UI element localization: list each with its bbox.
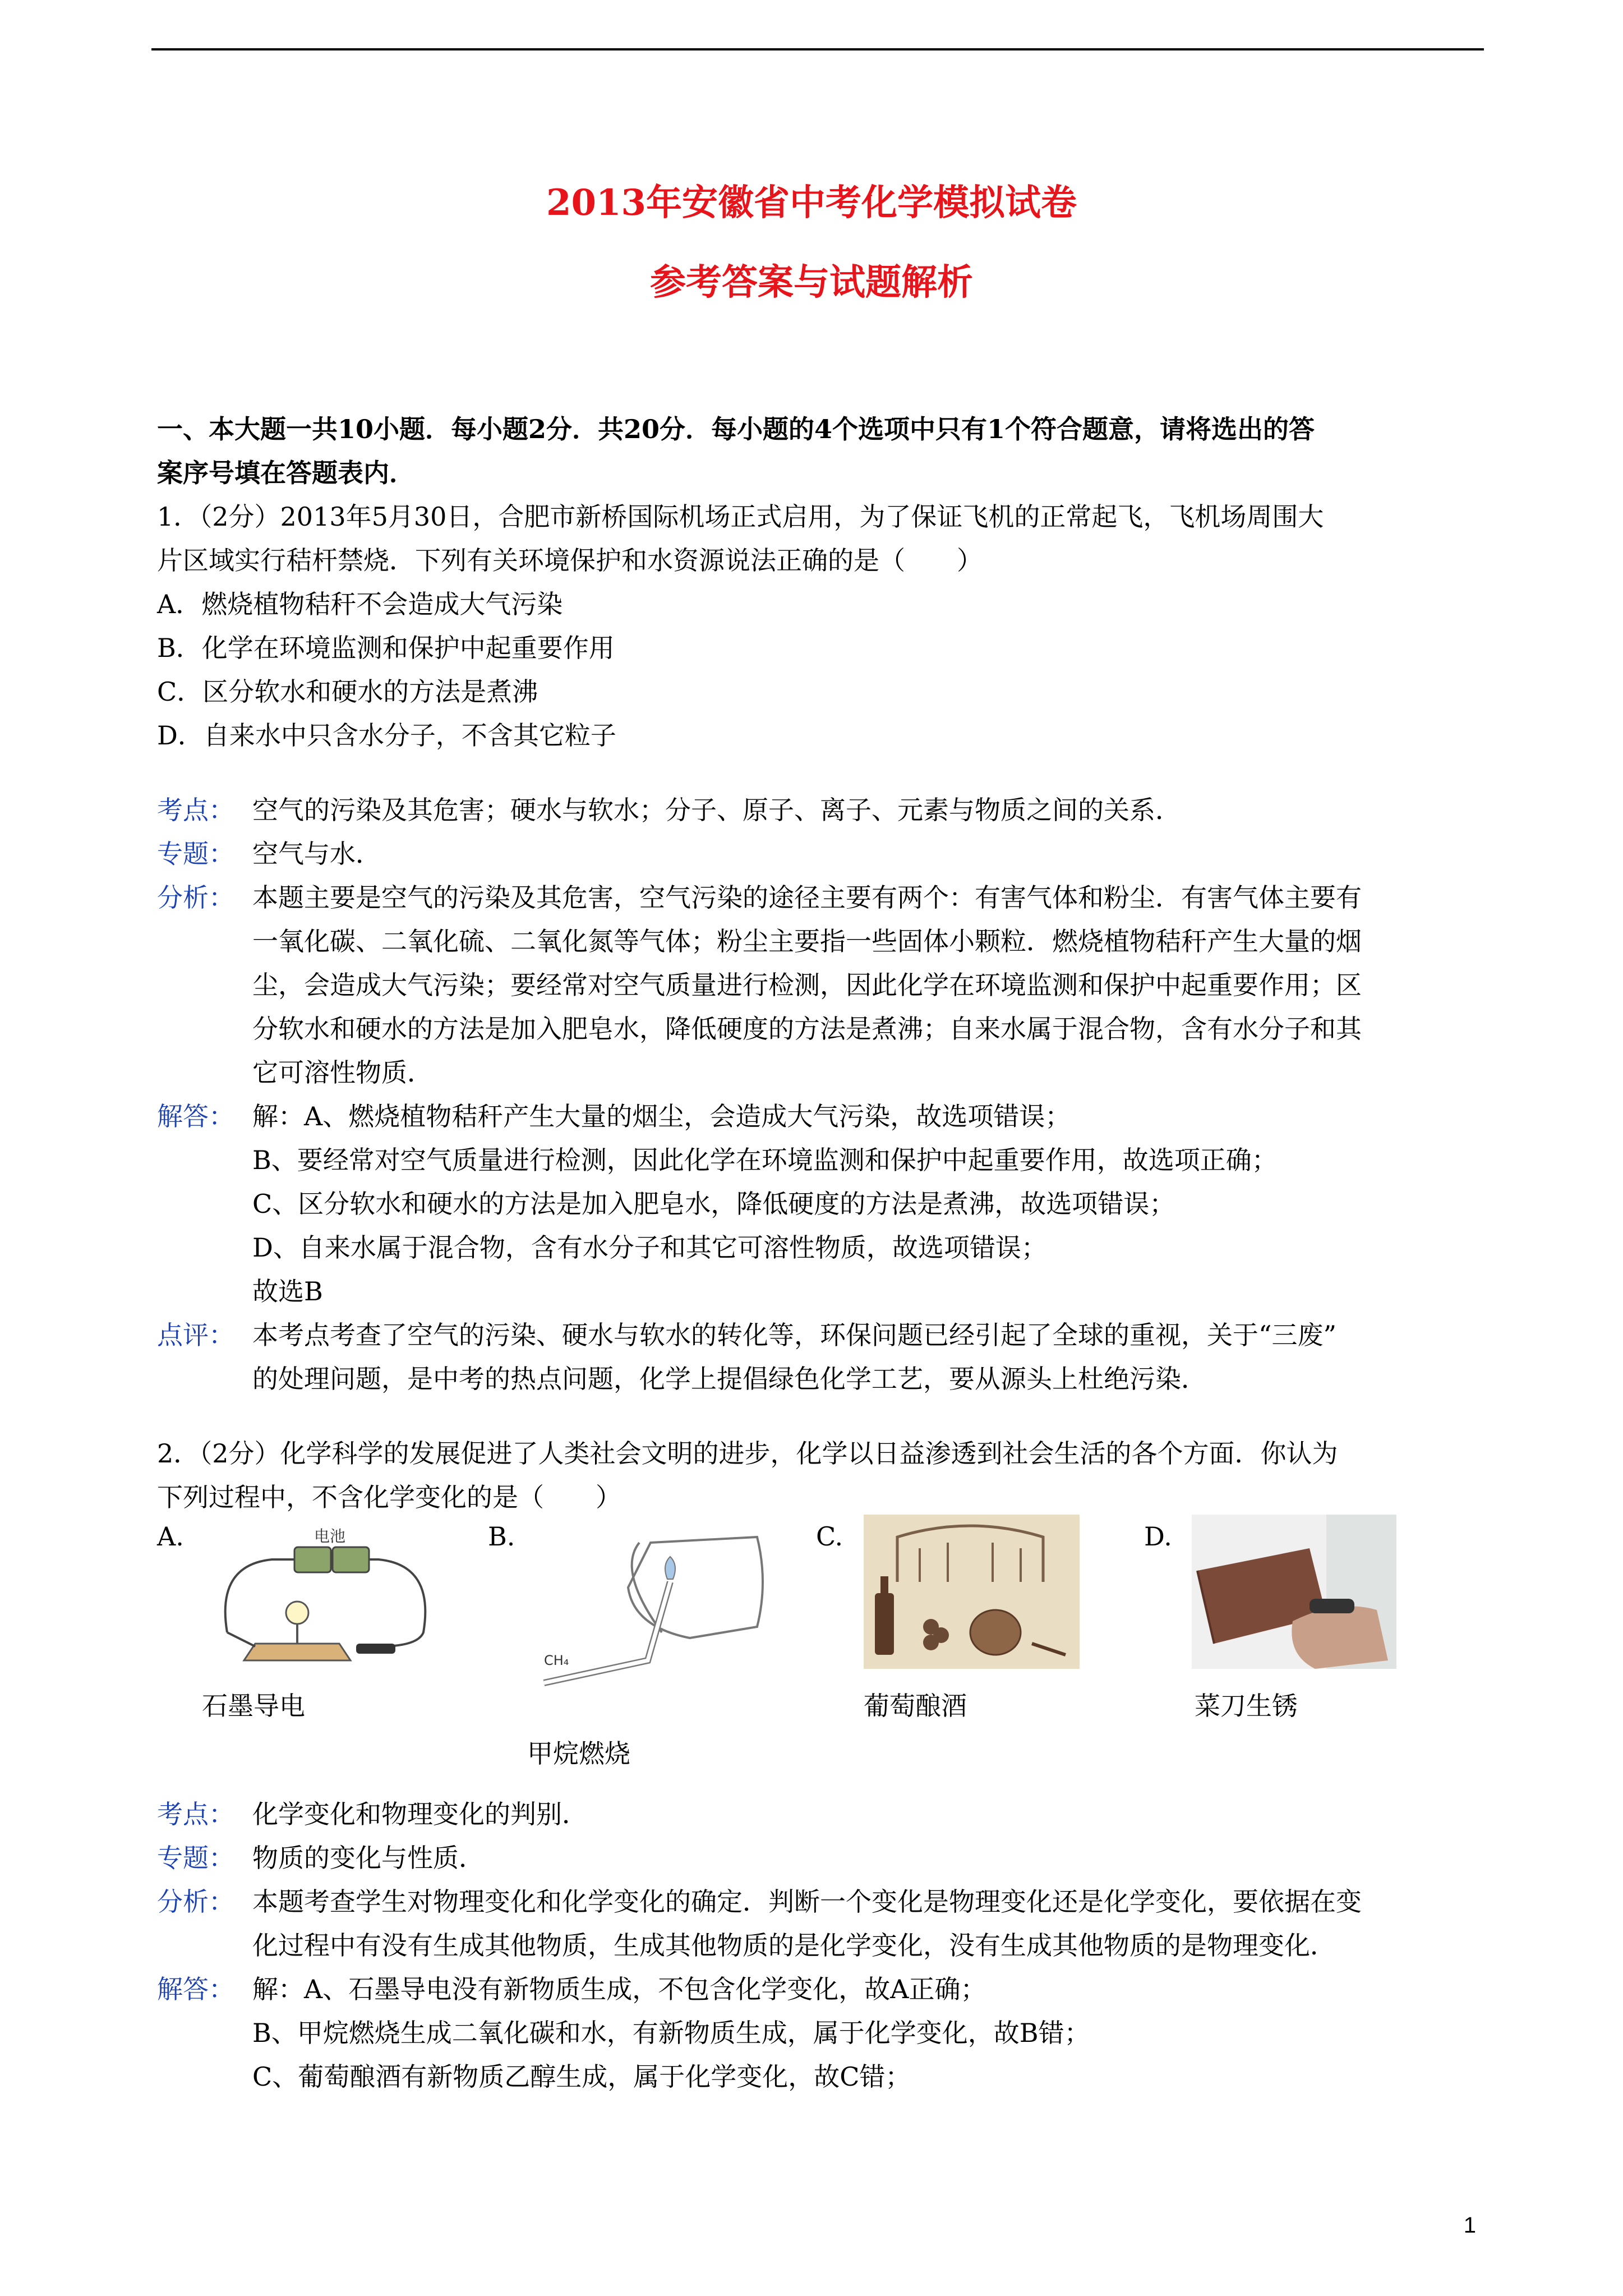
document-subtitle: 参考答案与试题解析: [650, 261, 973, 303]
caption-wine: 葡萄酿酒: [864, 1691, 967, 1721]
q1-option-d: D．自来水中只含水分子，不含其它粒子: [157, 720, 616, 751]
dianping-line: 的处理问题，是中考的热点问题，化学上提倡绿色化学工艺，要从源头上杜绝污染．: [252, 1364, 1207, 1394]
kaodian-text: 化学变化和物理变化的判别．: [252, 1799, 588, 1829]
question-2-analysis: [157, 1792, 1490, 2099]
fenxi-line: 分软水和硬水的方法是加入肥皂水，降低硬度的方法是煮沸；自来水属于混合物，含有水分子和其: [252, 1014, 1362, 1044]
rusty-knife-figure: [1192, 1515, 1396, 1669]
jieda-line: 故选B: [252, 1276, 323, 1306]
q2-kaodian: [157, 1792, 1490, 1836]
jieda-line: 解：A、燃烧植物秸秆产生大量的烟尘，会造成大气污染，故选项错误；: [252, 1101, 1071, 1131]
zhuanti-label: 专题：: [157, 839, 234, 869]
jieda-line: 解：A、石墨导电没有新物质生成，不包含化学变化，故A正确；: [252, 1974, 986, 2004]
q1-stem-cont: 片区域实行秸杆禁烧．下列有关环境保护和水资源说法正确的是（ ）: [157, 545, 983, 576]
fenxi-line: 它可溶性物质．: [252, 1057, 433, 1088]
jieda-line: B、甲烷燃烧生成二氧化碳和水，有新物质生成，属于化学变化，故B错；: [252, 2018, 1090, 2048]
page-number: 1: [1463, 2213, 1476, 2238]
q2-stem-cont: 下列过程中，不含化学变化的是（ ）: [157, 1482, 621, 1512]
question-1-block: [157, 407, 1490, 1519]
fenxi-line: 本题考查学生对物理变化和化学变化的确定．判断一个变化是物理变化还是化学变化，要依据在变: [252, 1887, 1362, 1917]
q1-zhuanti: [157, 832, 1490, 876]
ch4-label: CH₄: [544, 1653, 569, 1668]
graphite-circuit-figure: [210, 1520, 446, 1672]
fenxi-line: 化过程中有没有生成其他物质，生成其他物质的是化学变化，没有生成其他物质的是物理变化．: [252, 1930, 1336, 1961]
zhuanti-text: 空气与水．: [252, 839, 381, 869]
q2-option-a: [157, 1515, 471, 1773]
q1-jieda: [157, 1094, 1490, 1313]
option-letter: B.: [488, 1521, 515, 1552]
jieda-line: C、区分软水和硬水的方法是加入肥皂水，降低硬度的方法是煮沸，故选项错误；: [252, 1189, 1175, 1219]
document-title: 2013年安徽省中考化学模拟试卷: [546, 182, 1077, 224]
q1-option-c: C．区分软水和硬水的方法是煮沸: [157, 677, 538, 707]
dianping-line: 本考点考查了空气的污染、硬水与软水的转化等，环保问题已经引起了全球的重视，关于“三废”: [252, 1320, 1337, 1350]
jieda-line: D、自来水属于混合物，含有水分子和其它可溶性物质，故选项错误；: [252, 1232, 1047, 1263]
option-letter: D.: [1144, 1521, 1172, 1552]
kaodian-text: 空气的污染及其危害；硬水与软水；分子、原子、离子、元素与物质之间的关系．: [252, 795, 1181, 825]
q2-option-c: [816, 1515, 1130, 1773]
caption-methane: 甲烷燃烧: [527, 1738, 630, 1769]
fenxi-line: 尘，会造成大气污染；要经常对空气质量进行检测，因此化学在环境监测和保护中起重要作用；区: [252, 970, 1362, 1000]
q2-fenxi: [157, 1880, 1490, 1967]
section-instruction-cont: 案序号填在答题表内．: [157, 458, 415, 488]
jieda-line: B、要经常对空气质量进行检测，因此化学在环境监测和保护中起重要作用，故选项正确；: [252, 1145, 1278, 1175]
fenxi-label: 分析：: [157, 882, 234, 913]
caption-knife: 菜刀生锈: [1195, 1691, 1298, 1721]
jieda-line: C、葡萄酿酒有新物质乙醇生成，属于化学变化，故C错；: [252, 2062, 911, 2092]
q2-option-b: [488, 1515, 802, 1773]
option-letter: C.: [816, 1521, 843, 1552]
jieda-label: 解答：: [157, 1974, 234, 2004]
q2-zhuanti: [157, 1836, 1490, 1880]
q2-stem: 2．（2分）化学科学的发展促进了人类社会文明的进步，化学以日益渗透到社会生活的各个方面．你认为: [157, 1438, 1338, 1469]
section-instruction: 一、本大题一共10小题．每小题2分．共20分．每小题的4个选项中只有1个符合题意，请将选出的答: [157, 414, 1315, 444]
header-rule: [151, 48, 1484, 50]
kaodian-label: 考点：: [157, 1799, 234, 1829]
fenxi-label: 分析：: [157, 1887, 234, 1917]
q2-option-d: [1144, 1515, 1492, 1773]
fenxi-line: 一氧化碳、二氧化硫、二氧化氮等气体；粉尘主要指一些固体小颗粒．燃烧植物秸秆产生大量的烟: [252, 926, 1362, 956]
q1-dianping: [157, 1313, 1490, 1401]
fenxi-line: 本题主要是空气的污染及其危害，空气污染的途径主要有两个：有害气体和粉尘．有害气体主要有: [252, 882, 1362, 913]
q1-fenxi: [157, 876, 1490, 1094]
option-letter: A.: [157, 1521, 184, 1552]
caption-graphite: 石墨导电: [202, 1691, 305, 1721]
battery-label: 电池: [314, 1527, 346, 1545]
kaodian-label: 考点：: [157, 795, 234, 825]
q2-jieda: [157, 1967, 1490, 2099]
q1-stem: 1．（2分）2013年5月30日，合肥市新桥国际机场正式启用，为了保证飞机的正常起飞，飞机场周围大: [157, 501, 1324, 532]
zhuanti-label: 专题：: [157, 1843, 234, 1873]
methane-burning-figure: [522, 1526, 785, 1694]
jieda-label: 解答：: [157, 1101, 234, 1131]
q1-option-a: A．燃烧植物秸秆不会造成大气污染: [157, 589, 563, 619]
dianping-label: 点评：: [157, 1320, 234, 1350]
q1-option-b: B．化学在环境监测和保护中起重要作用: [157, 633, 615, 663]
zhuanti-text: 物质的变化与性质．: [252, 1843, 485, 1873]
wine-making-figure: [864, 1515, 1080, 1669]
q2-options: [157, 1515, 1490, 1773]
q1-kaodian: [157, 788, 1490, 832]
